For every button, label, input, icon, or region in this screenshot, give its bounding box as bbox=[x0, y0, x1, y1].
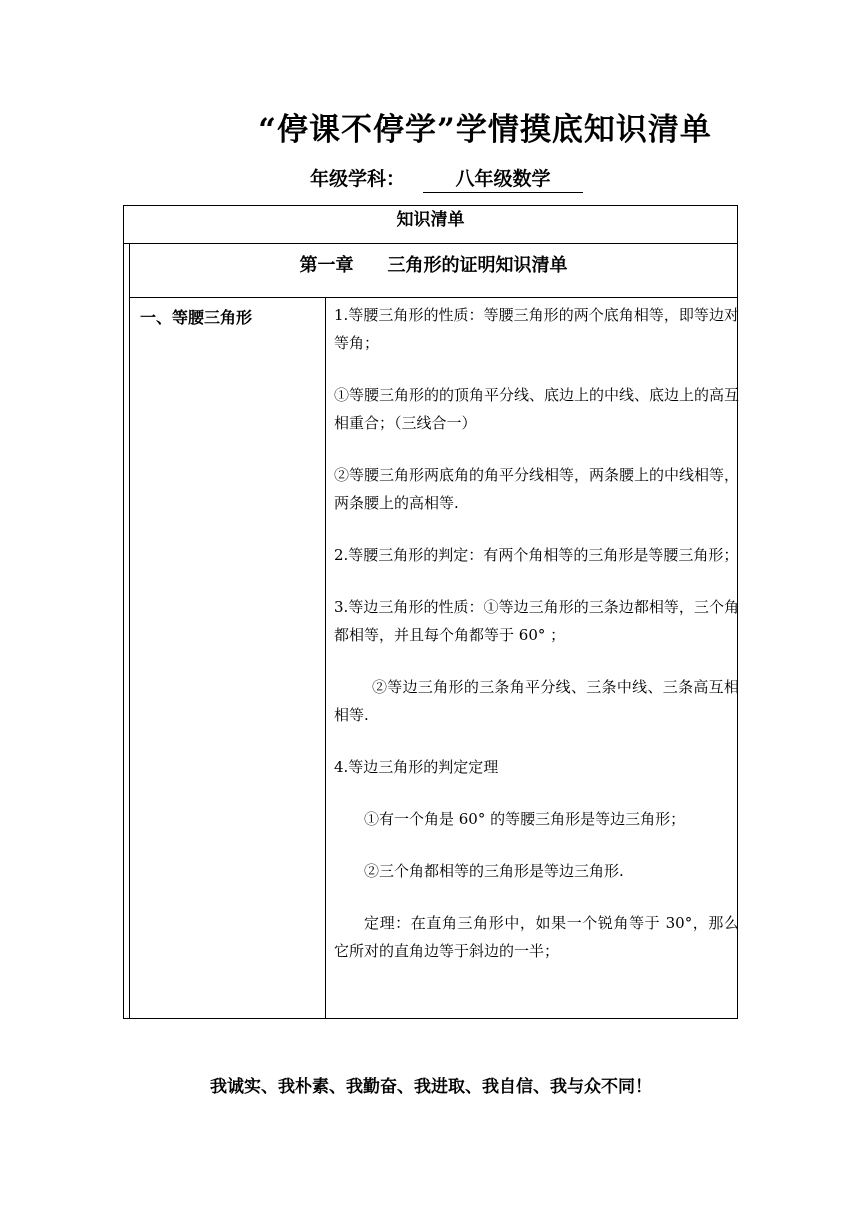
table-inner-border bbox=[129, 244, 130, 1018]
grade-label: 年级学科： bbox=[310, 168, 406, 190]
paragraph: ②等边三角形的三条角平分线、三条中线、三条高互相相等. bbox=[334, 678, 739, 724]
knowledge-table bbox=[123, 205, 738, 1019]
column-divider bbox=[325, 298, 326, 1019]
paragraph: 1.等腰三角形的性质：等腰三角形的两个底角相等，即等边对等角； bbox=[334, 306, 739, 352]
topic-label: 一、等腰三角形 bbox=[140, 308, 253, 327]
paragraph: ①有一个角是 60° 的等腰三角形是等边三角形； bbox=[364, 810, 686, 828]
motto: 我诚实、我朴素、我勤奋、我进取、我自信、我与众不同！ bbox=[210, 1077, 652, 1097]
paragraph: ①等腰三角形的的顶角平分线、底边上的中线、底边上的高互相重合；（三线合一） bbox=[334, 386, 740, 432]
paragraph: ②等腰三角形两底角的角平分线相等，两条腰上的中线相等，两条腰上的高相等. bbox=[334, 466, 740, 512]
paragraph: ②三个角都相等的三角形是等边三角形. bbox=[364, 862, 624, 880]
paragraph: 定理：在直角三角形中，如果一个锐角等于 30°，那么它所对的直角边等于斜边的一半； bbox=[334, 914, 739, 960]
table-header: 知识清单 bbox=[124, 206, 737, 244]
grade-value: 八年级数学 bbox=[423, 164, 583, 193]
page-title: “停课不停学”学情摸底知识清单 bbox=[258, 112, 712, 148]
chapter-header bbox=[130, 244, 737, 298]
chapter-name: 三角形的证明知识清单 bbox=[387, 255, 568, 276]
paragraph: 3.等边三角形的性质：①等边三角形的三条边都相等，三个角都相等，并且每个角都等于 60° ； bbox=[334, 598, 739, 644]
paragraph: 4.等边三角形的判定定理 bbox=[334, 758, 499, 776]
chapter-number: 第一章 bbox=[299, 255, 354, 276]
paragraph: 2.等腰三角形的判定：有两个角相等的三角形是等腰三角形； bbox=[334, 546, 739, 564]
grade-subject-row bbox=[310, 164, 583, 193]
content-cell bbox=[334, 301, 739, 989]
